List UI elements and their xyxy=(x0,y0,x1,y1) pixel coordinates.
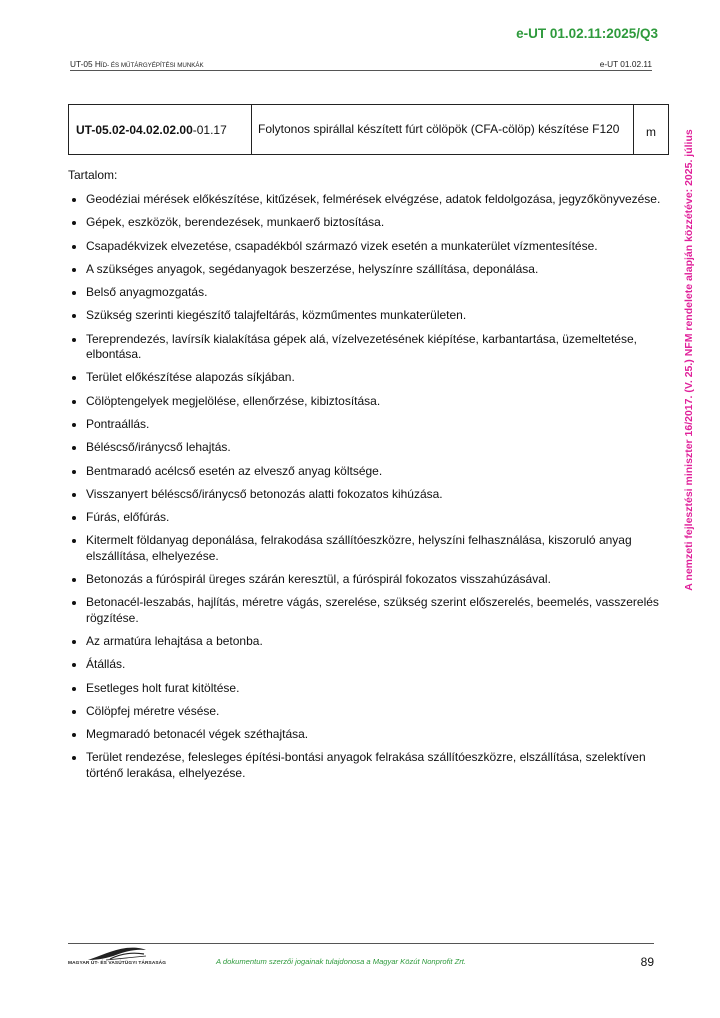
item-code-main: UT-05.02-04.02.02.00 xyxy=(76,122,193,137)
list-item: Pontraállás. xyxy=(68,417,668,432)
list-item: Szükség szerinti kiegészítő talajfeltárás, közműmentes munkaterületen. xyxy=(68,308,668,323)
section-title-prefix: UT-05 H xyxy=(70,59,101,69)
item-name: Folytonos spirállal készített fúrt cölöpök (CFA-cölöp) készítése F120 xyxy=(252,105,634,155)
section-title-rest: ÍD- ÉS MŰTÁRGYÉPÍTÉSI MUNKÁK xyxy=(100,62,204,69)
page-number: 89 xyxy=(640,955,654,969)
list-item: Az armatúra lehajtása a betonba. xyxy=(68,634,668,649)
list-item: Belső anyagmozgatás. xyxy=(68,285,668,300)
item-unit: m xyxy=(634,105,669,155)
item-code xyxy=(69,105,252,155)
side-publication-note xyxy=(682,90,696,630)
society-logo xyxy=(68,944,166,970)
list-item: Átállás. xyxy=(68,657,668,672)
list-item: Betonozás a fúróspirál üreges szárán keresztül, a fúróspirál fokozatos visszahúzásával. xyxy=(68,572,668,587)
side-note-text: A nemzeti fejlesztési miniszter 16/2017. (V. 25.) NFM rendelete alapján közzétéve: 2025. július xyxy=(683,129,695,591)
section-title xyxy=(70,59,204,69)
list-item: Geodéziai mérések előkészítése, kitűzések, felmérések elvégzése, adatok feldolgozása, jegyzőkönyvezése. xyxy=(68,192,668,207)
list-item: Cölöptengelyek megjelölése, ellenőrzése, kibiztosítása. xyxy=(68,394,668,409)
list-item: Tereprendezés, lavírsík kialakítása gépek alá, vízelvezetésének kiépítése, karbantartása, üzemeltetése, elbontása. xyxy=(68,332,668,363)
list-item: Csapadékvizek elvezetése, csapadékból származó vizek esetén a munkaterület vízmentesítése. xyxy=(68,239,668,254)
list-item: Terület rendezése, felesleges építési-bontási anyagok felrakása szállítóeszközre, elszállítása, szelektíven történő lerakása, elhelyezése. xyxy=(68,750,668,781)
item-row xyxy=(69,105,669,155)
item-table xyxy=(68,104,669,155)
running-header xyxy=(70,58,652,71)
list-item: Béléscső/iránycső lehajtás. xyxy=(68,440,668,455)
list-item: Bentmaradó acélcső esetén az elvesző anyag költsége. xyxy=(68,464,668,479)
list-item: A szükséges anyagok, segédanyagok beszerzése, helyszínre szállítása, deponálása. xyxy=(68,262,668,277)
list-item: Cölöpfej méretre vésése. xyxy=(68,704,668,719)
society-logo-text: MAGYAR ÚT- ÉS VASÚTÜGYI TÁRSASÁG xyxy=(68,961,167,966)
list-item: Esetleges holt furat kitöltése. xyxy=(68,681,668,696)
item-code-suffix: -01.17 xyxy=(192,122,227,137)
content-title: Tartalom: xyxy=(68,168,118,182)
list-item: Visszanyert béléscső/iránycső betonozás alatti fokozatos kihúzása. xyxy=(68,487,668,502)
copyright-notice: A dokumentum szerzői jogainak tulajdonosa a Magyar Közút Nonprofit Zrt. xyxy=(216,957,467,966)
list-item: Gépek, eszközök, berendezések, munkaerő biztosítása. xyxy=(68,215,668,230)
content-list xyxy=(68,192,668,789)
list-item: Terület előkészítése alapozás síkjában. xyxy=(68,370,668,385)
list-item: Megmaradó betonacél végek széthajtása. xyxy=(68,727,668,742)
list-item: Fúrás, előfúrás. xyxy=(68,510,668,525)
list-item: Betonacél-leszabás, hajlítás, méretre vágás, szerelése, szükség szerint előszerelés, beemelés, vasszerelés rögzítése. xyxy=(68,595,668,626)
document-reference: e-UT 01.02.11 xyxy=(599,59,652,69)
document-code: e-UT 01.02.11:2025/Q3 xyxy=(516,26,658,41)
road-logo-icon xyxy=(86,946,148,962)
list-item: Kitermelt földanyag deponálása, felrakodása szállítóeszközre, helyszíni felhasználása, kiszoruló anyag elszállítása, elhelyezése. xyxy=(68,533,668,564)
